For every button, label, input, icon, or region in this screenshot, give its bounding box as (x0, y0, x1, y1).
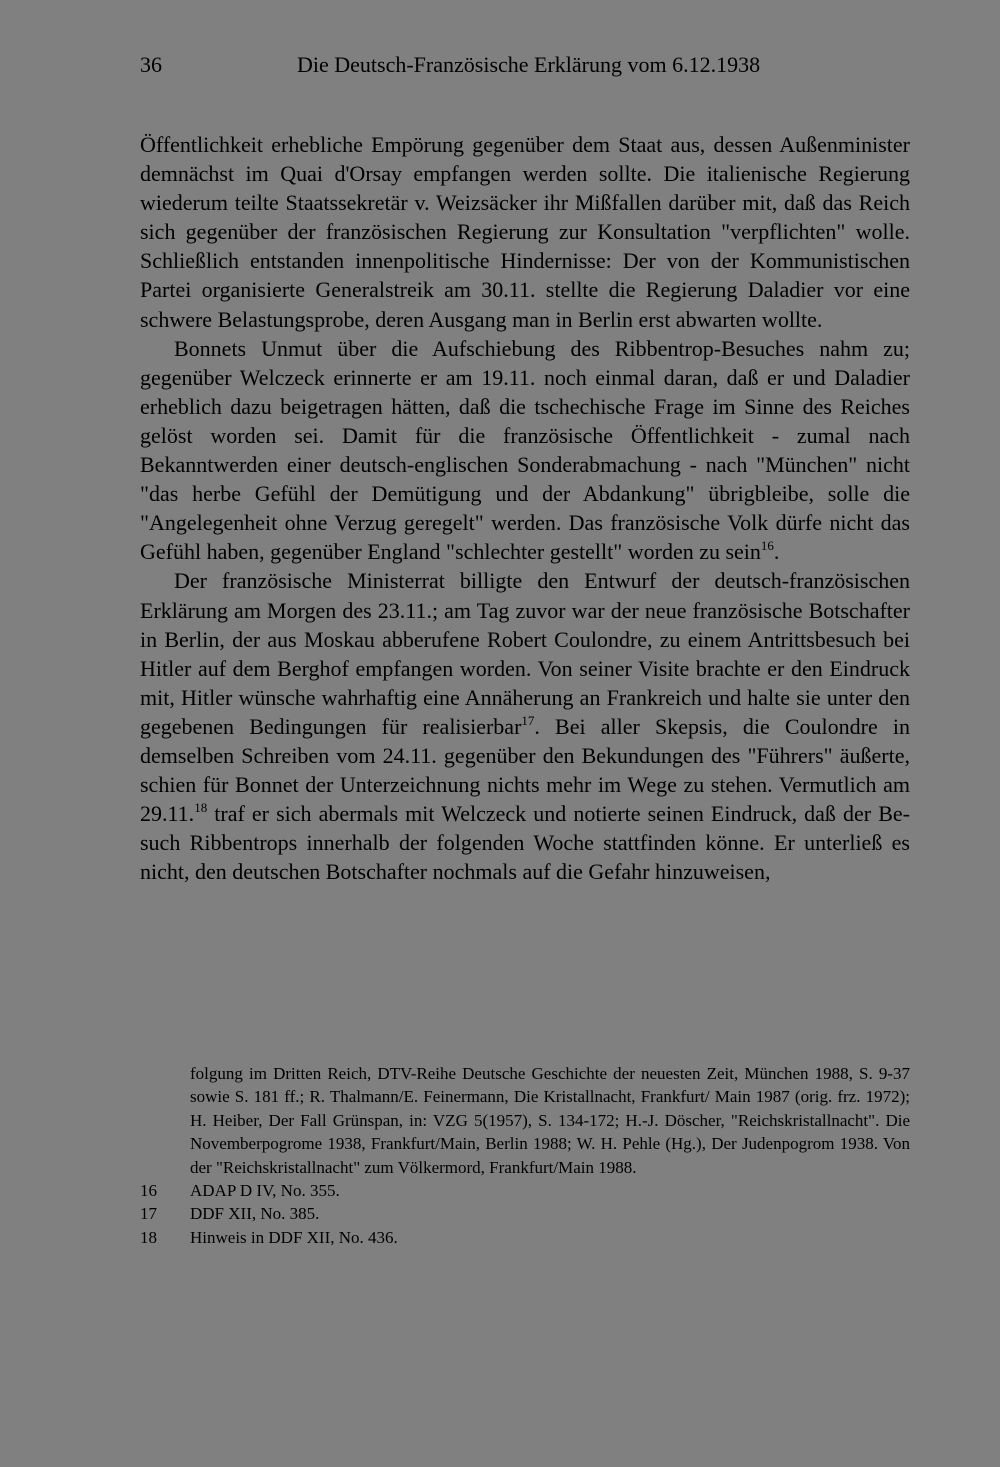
footnote-continuation: folgung im Dritten Reich, DTV-Reihe Deutsche Geschichte der neuesten Zeit, München 1988, S. 9-37 sowie S. 181 ff.; R. Thalmann/E. Feinermann, Die Kristallnacht, Frankfurt/ Main 1987 (orig. frz. 1972); H. Heiber, Der Fall Grünspan, in: VZG 5(1957), S. 134-172; H.-J. Döscher, "Reichskristallnacht". Die Novemberpogrome 1938, Frankfurt/Main, Berlin 1988; W. H. Pehle (Hg.), Der Judenpogrom 1938. Von der "Reichskristallnacht" zum Völkermord, Frankfurt/Main 1988. (190, 1064, 910, 1177)
body-text (140, 130, 910, 886)
footnote-17 (140, 1202, 910, 1225)
paragraph-1: Öffentlichkeit erhebliche Empörung gegenüber dem Staat aus, dessen Außenminister demnächst im Quai d'Orsay empfangen werden sollte. Die italienische Regierung wiederum teilte Staatssekretär v. Weizsäcker ihr Mißfallen darüber mit, daß das Reich sich gegenüber der französischen Regierung zur Konsultation "verpflichten" wolle. Schließlich entstanden innenpolitische Hindernisse: Der von der Kommunistischen Partei organisierte Generalstreik am 30.11. stellte die Regierung Daladier vor eine schwere Belastungsprobe, deren Ausgang man in Berlin erst abwarten wollte. (140, 132, 910, 332)
footnote-ref-17: 17 (521, 712, 535, 728)
paragraph-2-end: . (773, 539, 780, 565)
footnotes (140, 1062, 910, 1249)
footnote-text: ADAP D IV, No. 355. (190, 1181, 340, 1201)
footnote-text: Hinweis in DDF XII, No. 436. (190, 1227, 398, 1247)
footnote-16 (140, 1179, 910, 1202)
footnote-number: 17 (140, 1204, 157, 1224)
paragraph-3 (140, 566, 910, 886)
footnote-ref-16: 16 (760, 538, 774, 554)
paragraph-2 (140, 334, 910, 567)
footnote-text: DDF XII, No. 385. (190, 1204, 320, 1224)
footnote-ref-18: 18 (194, 800, 208, 816)
footnote-number: 16 (140, 1181, 157, 1201)
footnote-18 (140, 1226, 910, 1249)
paragraph-3-text-b: . Bei aller Skepsis, die Coulondre in demselben Schreiben vom 24.11. gegenüber den Bekundungen des "Führers" äußerte, schien für Bonnet der Unterzeichnung nichts mehr im Wege zu stehen. Vermutlich am 29.11. (140, 713, 911, 827)
paragraph-3-text-c: traf er sich abermals mit Welczeck und notierte seinen Eindruck, daß der Besuch Ribbentrops innerhalb der folgenden Woche stattfinden könne. Er unterließ es nicht, den deutschen Botschafter nochmals auf die Gefahr hinzuweisen, (140, 801, 910, 885)
footnote-number: 18 (140, 1227, 157, 1247)
running-title: Die Deutsch-Französische Erklärung vom 6.12.1938 (297, 52, 761, 77)
paragraph-2-text: Bonnets Unmut über die Aufschiebung des Ribbentrop-Besuches nahm zu; gegenüber Welczeck erinnerte er am 19.11. noch einmal daran, daß er und Daladier erheblich dazu beigetragen hätten, daß die tschechische Frage im Sinne des Reiches gelöst worden sei. Damit für die französische Öffentlichkeit - zumal nach Bekanntwerden einer deutsch-englischen Sonderabmachung - nach "München" nicht "das herbe Gefühl der Demütigung und der Abdankung" übrigbleibe, solle die "Angelegenheit ohne Verzug geregelt" werden. Das französische Volk dürfe nicht das Gefühl haben, gegenüber England "schlechter gestellt" worden zu sein (140, 335, 910, 565)
page-number: 36 (140, 52, 162, 77)
running-header (140, 52, 760, 82)
paragraph-3-text-a: Der französische Ministerrat billigte den Entwurf der deutsch-französischen Erklärung am Morgen des 23.11.; am Tag zuvor war der neue französische Botschafter in Berlin, der aus Moskau abberufene Robert Coulondre, zu einem Antrittsbesuch bei Hitler auf dem Berghof empfangen worden. Von seiner Visite brachte er den Eindruck mit, Hitler wünsche wahrhaftig eine Annäherung an Frankreich und halte sie unter den gegebenen Bedingungen für realisierbar (140, 568, 910, 739)
